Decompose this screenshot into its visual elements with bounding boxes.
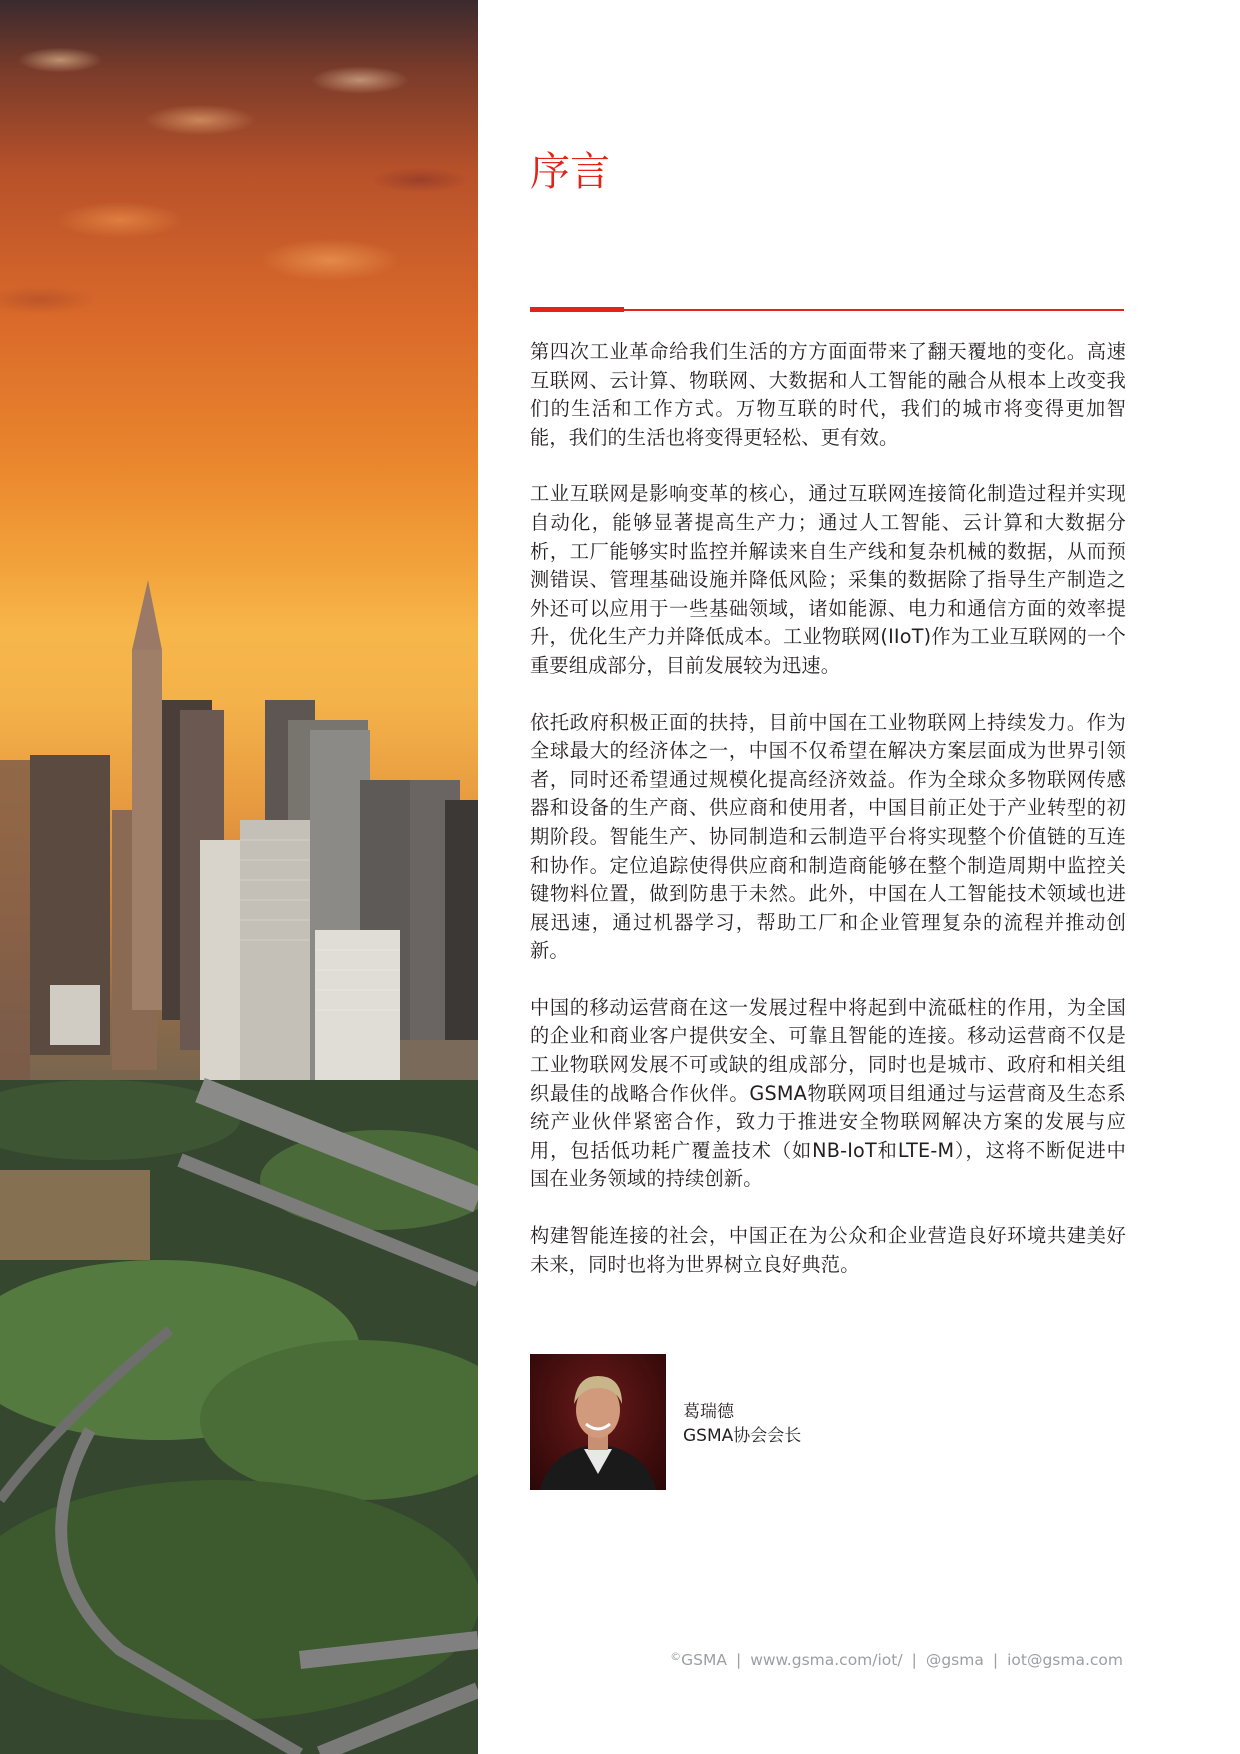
paragraph-3: 依托政府积极正面的扶持，目前中国在工业物联网上持续发力。作为全球最大的经济体之一，中国不仅希望在解决方案层面成为世界引领者，同时还希望通过规模化提高经济效益。作为全球众多物联网传感器和设备的生产商、供应商和使用者，中国目前正处于产业转型的初期阶段。智能生产、协同制造和云制造平台将实现整个价值链的互连和协作。定位追踪使得供应商和制造商能够在整个制造周期中监控关键物料位置，做到防患于未然。此外，中国在人工智能技术领域也进展迅速，通过机器学习，帮助工厂和企业管理复杂的流程并推动创新。: [530, 710, 1126, 963]
paragraph-4: 中国的移动运营商在这一发展过程中将起到中流砥柱的作用，为全国的企业和商业客户提供安全、可靠且智能的连接。移动运营商不仅是工业物联网发展不可或缺的组成部分，同时也是城市、政府和相关组织最佳的战略合作伙伴。GSMA物联网项目组通过与运营商及生态系统产业伙伴紧密合作，致力于推进安全物联网解决方案的发展与应用，包括低功耗广覆盖技术（如NB-IoT和LTE-M），这将不断促进中国在业务领域的持续创新。: [530, 995, 1126, 1191]
page-title: 序言: [530, 149, 610, 195]
paragraph-5: 构建智能连接的社会，中国正在为公众和企业营造良好环境共建美好未来，同时也将为世界树立良好典范。: [530, 1224, 1126, 1276]
page-footer: ©GSMA | www.gsma.com/iot/ | @gsma | iot@gsma.com: [670, 1650, 1123, 1669]
copyright-symbol: ©: [670, 1650, 682, 1663]
city-skyline-illustration: [0, 0, 478, 1754]
paragraph-1: 第四次工业革命给我们生活的方方面面带来了翻天覆地的变化。高速互联网、云计算、物联网、大数据和人工智能的融合从根本上改变我们的生活和工作方式。万物互联的时代，我们的城市将变得更加智能，我们的生活也将变得更轻松、更有效。: [530, 340, 1126, 449]
cover-photo-city-sunset: [0, 0, 478, 1754]
foreword-body: [530, 338, 1126, 1307]
footer-org: GSMA: [681, 1651, 727, 1669]
author-name: 葛瑞德: [683, 1402, 734, 1422]
footer-twitter-link[interactable]: @gsma: [925, 1651, 984, 1669]
author-title: GSMA协会会长: [683, 1426, 802, 1446]
paragraph-2: 工业互联网是影响变革的核心，通过互联网连接简化制造过程并实现自动化，能够显著提高生产力；通过人工智能、云计算和大数据分析，工厂能够实时监控并解读来自生产线和复杂机械的数据，从而预测错误、管理基础设施并降低风险；采集的数据除了指导生产制造之外还可以应用于一些基础领域，诸如能源、电力和通信方面的效率提升，优化生产力并降低成本。工业物联网(IIoT)作为工业互联网的一个重要组成部分，目前发展较为迅速。: [530, 482, 1126, 677]
footer-email-link[interactable]: iot@gsma.com: [1007, 1651, 1123, 1669]
footer-website-link[interactable]: www.gsma.com/iot/: [750, 1651, 903, 1669]
author-portrait: [530, 1354, 666, 1490]
title-divider-accent: [530, 307, 624, 312]
